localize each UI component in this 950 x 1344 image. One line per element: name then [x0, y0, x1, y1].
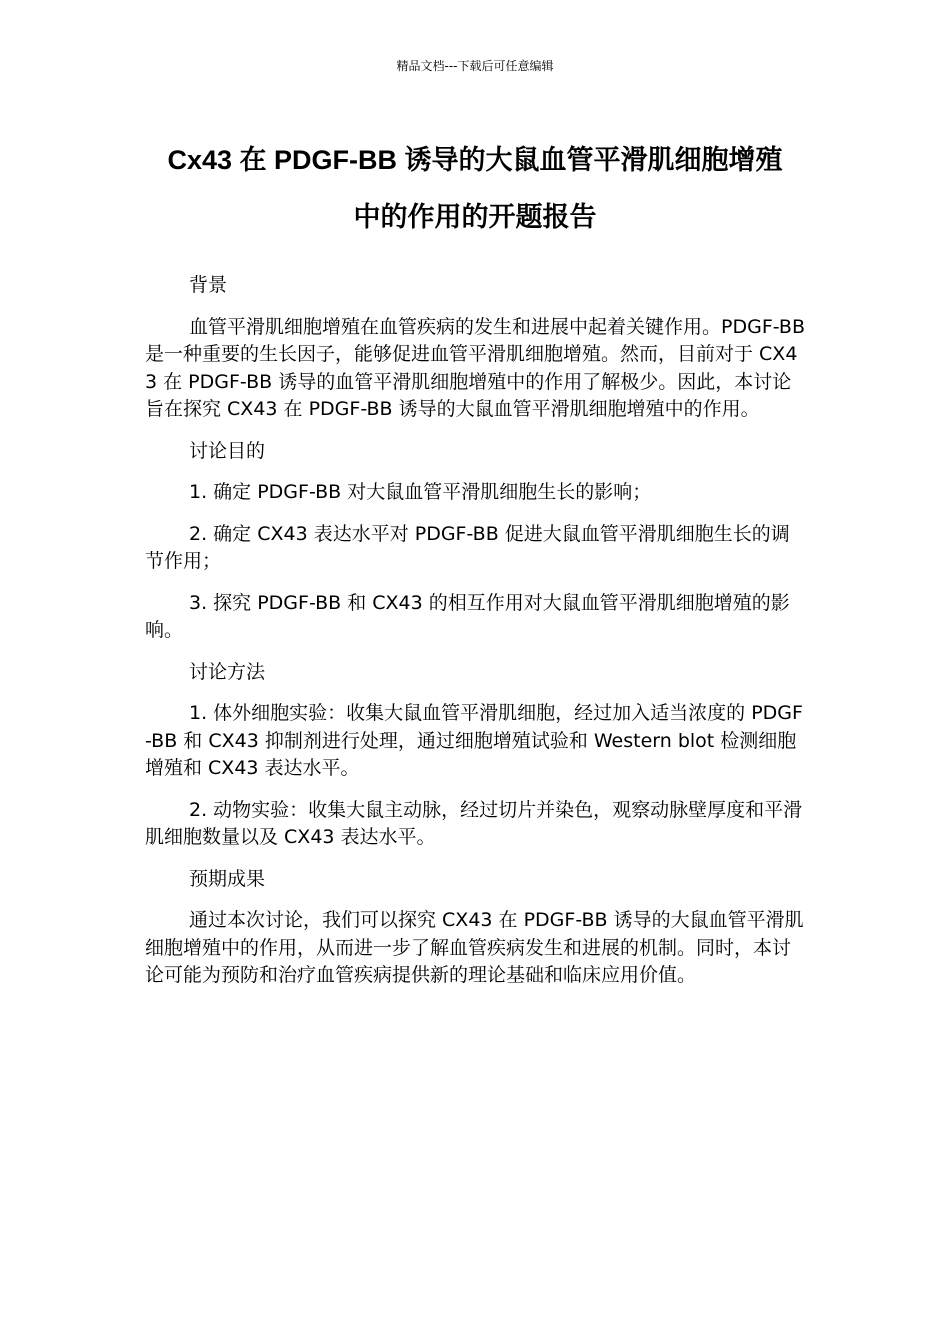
document-body — [145, 272, 805, 1004]
title-line-2: 中的作用的开题报告 — [353, 202, 597, 232]
document-title — [120, 132, 830, 246]
section-heading-methods: 讨论方法 — [189, 660, 266, 683]
objective-item-1: 1. 确定 PDGF-BB 对大鼠血管平滑肌细胞生长的影响； — [189, 481, 652, 503]
objective-item-2: 2. 确定 CX43 表达水平对 PDGF-BB 促进大鼠血管平滑肌细胞生长的调节作用； — [145, 522, 790, 572]
paragraph-background: 血管平滑肌细胞增殖在血管疾病的发生和进展中起着关键作用。PDGF-BB 是一种重要的生长因子，能够促进血管平滑肌细胞增殖。然而，目前对于 CX43 在 PDGF-BB 诱导的血管平滑肌细胞增殖中的作用了解极少。因此，本讨论旨在探究 CX43 在 PDGF-BB 诱导的大鼠血管平滑肌细胞增殖中的作用。 — [145, 315, 805, 420]
paragraph-results: 通过本次讨论，我们可以探究 CX43 在 PDGF-BB 诱导的大鼠血管平滑肌细胞增殖中的作用，从而进一步了解血管疾病发生和进展的机制。同时，本讨论可能为预防和治疗血管疾病提供新的理论基础和临床应用价值。 — [145, 909, 804, 986]
section-heading-results: 预期成果 — [189, 867, 266, 890]
title-line-1: Cx43 在 PDGF-BB 诱导的大鼠血管平滑肌细胞增殖 — [167, 145, 783, 175]
method-item-1: 1. 体外细胞实验：收集大鼠血管平滑肌细胞，经过加入适当浓度的 PDGF-BB 和 CX43 抑制剂进行处理，通过细胞增殖试验和 Western blot 检测细胞增殖和 CX43 表达水平。 — [145, 702, 803, 779]
header-note: 精品文档---下载后可任意编辑 — [396, 59, 554, 73]
section-heading-objectives: 讨论目的 — [189, 439, 266, 462]
method-item-2: 2. 动物实验：收集大鼠主动脉，经过切片并染色，观察动脉壁厚度和平滑肌细胞数量以及 CX43 表达水平。 — [145, 798, 803, 848]
objective-item-3: 3. 探究 PDGF-BB 和 CX43 的相互作用对大鼠血管平滑肌细胞增殖的影响。 — [145, 591, 790, 641]
section-heading-background: 背景 — [189, 274, 228, 296]
